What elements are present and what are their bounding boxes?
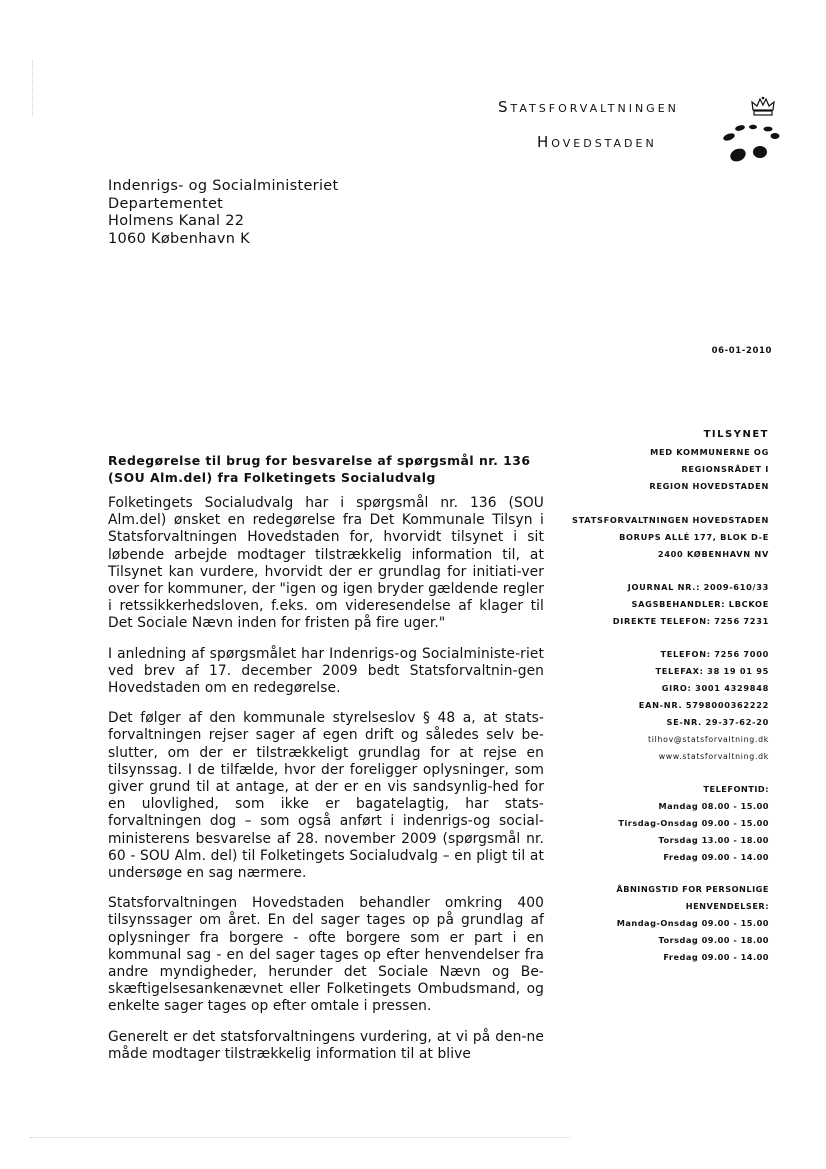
- body-paragraph: I anledning af spørgsmålet har Indenrigs-og Socialministe-riet ved brev af 17. december 2009 bedt Statsforvaltnin-gen Hovedstaden om en redegørelse.: [108, 645, 544, 697]
- body-paragraph: Generelt er det statsforvaltningens vurdering, at vi på den-ne måde modtager tilstrækkelig information til at blive: [108, 1028, 544, 1062]
- giro-number: GIRO: 3001 4329848: [661, 683, 769, 693]
- opening-hours-row: Torsdag 09.00 - 18.00: [658, 935, 769, 945]
- unit-line: REGIONSRÅDET I: [681, 464, 769, 474]
- case-handler: SAGSBEHANDLER: LBCKOE: [631, 599, 769, 609]
- phone-number: TELEFON: 7256 7000: [660, 649, 769, 659]
- letter-date: 06-01-2010: [711, 346, 772, 356]
- sidebar-address-line: BORUPS ALLÉ 177, BLOK D-E: [619, 532, 769, 542]
- unit-title: TILSYNET: [703, 429, 769, 440]
- recipient-line: Departementet: [108, 195, 224, 212]
- recipient-line: Holmens Kanal 22: [108, 213, 245, 229]
- org-name-line1: Statsforvaltningen: [498, 98, 679, 116]
- email-link[interactable]: tilhov@statsforvaltning.dk: [647, 735, 769, 744]
- recipient-line: 1060 København K: [108, 230, 250, 247]
- body-paragraph: Statsforvaltningen Hovedstaden behandler omkring 400 tilsynssager om året. En del sager tages op på grundlag af oplysninger fra borgere - ofte borgere som er part i en kommunal sag - en del sager tages op efter henvendelser fra andre myndigheder, herunder det Sociale Nævn og Be-skæftigelsesankenævnet eller Folketingets Ombudsmand, og enkelte sager tages op efter omtale i pressen.: [108, 895, 544, 1015]
- sidebar-address-line: 2400 KØBENHAVN NV: [657, 549, 769, 559]
- journal-number: JOURNAL NR.: 2009-610/33: [627, 582, 769, 592]
- letter-subject: Redegørelse til brug for besvarelse af spørgsmål nr. 136 (SOU Alm.del) fra Folketingets Socialudvalg: [108, 453, 531, 485]
- opening-hours-title: ÅBNINGSTID FOR PERSONLIGE: [616, 884, 769, 894]
- opening-hours: [616, 881, 769, 966]
- scan-margin-mark: [32, 60, 34, 115]
- letter-body: [108, 495, 544, 1076]
- body-paragraph: Det følger af den kommunale styrelseslov § 48 a, at stats-forvaltningen rejser sager af egen drift og således selv be-slutter, om der er tilstrækkeligt grundlag for at rejse en tilsynssag. I de tilfælde, hvor der foreligger oplysninger, som giver grund til at antage, at der er en vis sandsynlig-hed for en ulovlighed, som ikke er bagatelagtig, har stats-forvaltningen dog – som også anført i indenrigs-og social-ministerens besvarelse af 28. november 2009 (spørgsmål nr. 60 - SOU Alm. del) til Folketingets Socialudvalg – en pligt til at undersøge en sag nærmere.: [108, 710, 544, 882]
- body-paragraph: Folketingets Socialudvalg har i spørgsmål nr. 136 (SOU Alm.del) ønsket en redegørelse fra Det Kommunale Tilsyn i Statsforvaltningen Hovedstaden for, hvorvidt tilsynet i sit løbende arbejde modtager tilstrækkelig information til, at Tilsynet kan vurdere, hvorvidt der er grundlag for initiati-ver over for kommuner, der "igen og igen bryder gældende regler i retssikkerhedsloven, f.eks. om videresendelse af klager til Det Sociale Nævn inden for fristen på fire uger.": [108, 495, 544, 632]
- recipient-address: [108, 178, 338, 248]
- unit-line: REGION HOVEDSTADEN: [649, 481, 769, 491]
- sidebar-contact: [639, 646, 769, 765]
- unit-line: MED KOMMUNERNE OG: [650, 447, 769, 457]
- opening-hours-row: Mandag-Onsdag 09.00 - 15.00: [616, 918, 769, 928]
- opening-hours-row: Fredag 09.00 - 14.00: [663, 952, 769, 962]
- sidebar-unit: [649, 426, 769, 495]
- fax-number: TELEFAX: 38 19 01 95: [655, 666, 769, 676]
- phone-hours-row: Tirsdag-Onsdag 09.00 - 15.00: [618, 818, 769, 828]
- region-dots-logo: [716, 122, 780, 164]
- scan-bottom-mark: [30, 1137, 570, 1139]
- se-number: SE-NR. 29-37-62-20: [666, 717, 769, 727]
- sidebar-address-line: STATSFORVALTNINGEN HOVEDSTADEN: [572, 515, 769, 525]
- direct-phone: DIREKTE TELEFON: 7256 7231: [612, 616, 769, 626]
- org-name-line2: Hovedstaden: [537, 133, 657, 151]
- phone-hours-row: Fredag 09.00 - 14.00: [663, 852, 769, 862]
- sidebar-case-info: [613, 579, 769, 630]
- sidebar-address: [572, 512, 769, 563]
- ean-number: EAN-NR. 5798000362222: [638, 700, 769, 710]
- crown-icon: [750, 96, 776, 118]
- phone-hours: [618, 781, 769, 866]
- phone-hours-row: Torsdag 13.00 - 18.00: [658, 835, 769, 845]
- recipient-line: Indenrigs- og Socialministeriet: [108, 178, 339, 194]
- phone-hours-title: TELEFONTID:: [703, 784, 769, 794]
- phone-hours-row: Mandag 08.00 - 15.00: [658, 801, 769, 811]
- website-link[interactable]: www.statsforvaltning.dk: [658, 752, 769, 761]
- opening-hours-title: HENVENDELSER:: [685, 901, 769, 911]
